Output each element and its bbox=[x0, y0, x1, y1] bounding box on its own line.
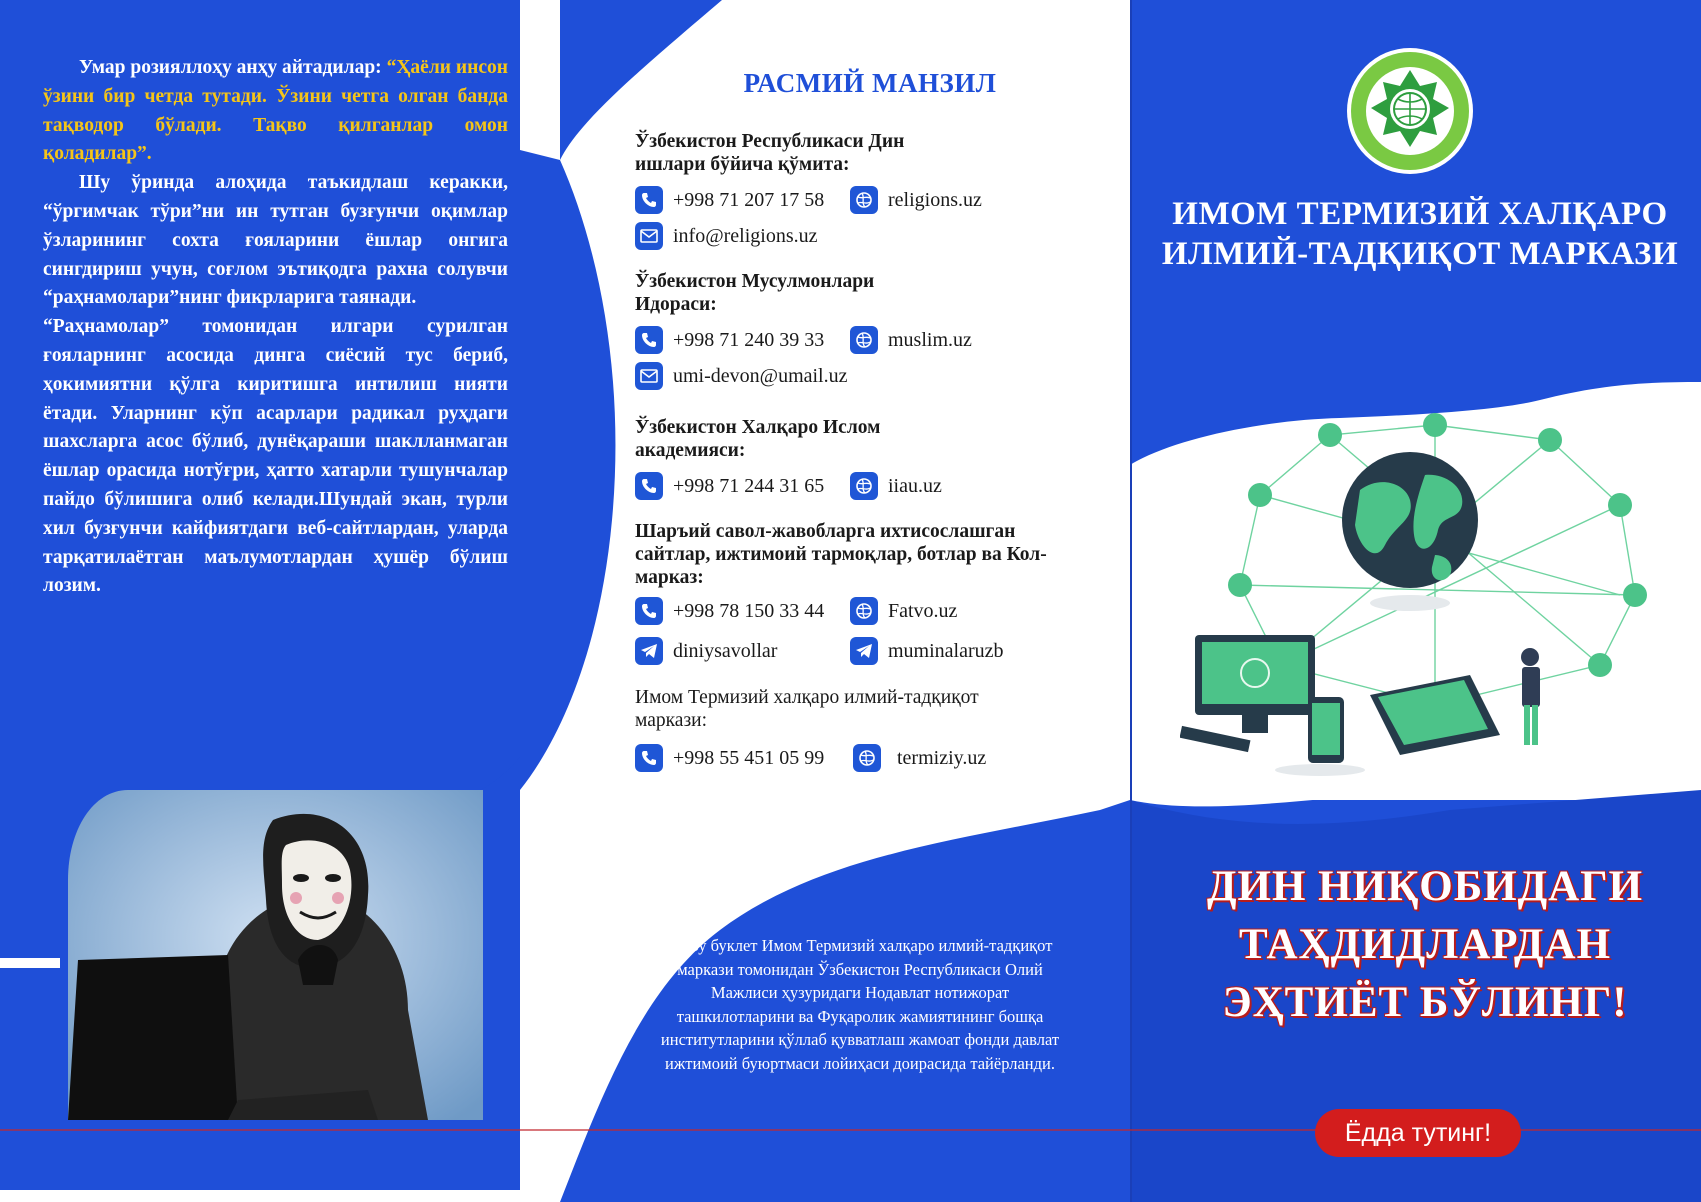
phone-icon bbox=[635, 744, 663, 772]
center-name-title: ИМОМ ТЕРМИЗИЙ ХАЛҚАРО ИЛМИЙ-ТАДҚИҚОТ МАРКАЗИ bbox=[1161, 196, 1679, 272]
phone-icon bbox=[635, 326, 663, 354]
contact-row bbox=[635, 182, 1095, 218]
intro-text: Умар розияллоҳу анҳу айтадилар: bbox=[79, 57, 382, 78]
org-name: Ўзбекистон Халқаро Ислом академияси: bbox=[635, 417, 881, 461]
globe-icon bbox=[850, 186, 878, 214]
org-islamic-academy bbox=[635, 416, 1095, 504]
email-contact[interactable]: umi-devon@umail.uz bbox=[635, 362, 848, 390]
contact-row bbox=[635, 468, 1095, 504]
telegram-contact[interactable]: diniysavollar bbox=[635, 637, 850, 665]
contact-row bbox=[635, 593, 1095, 629]
paragraph-2: “Раҳнамолар” томонидан илгари сурилган ғояларнинг асосида динга сиёсий тус бериб, ҳокимиятни қўлга киритишга интилиш нияти ётади. Уларнинг кўп асарлари радикал руҳдаги шахсларга асос бўлиб, дунёқараши шаклланмаган ёшлар орасида нотўғри, ҳатто хатарли тушунчалар пайдо бўлишига олиб келади.Шундай экан, турли хил бузғунчи кайфиятдаги веб-сайтлардан, уларда тарқатилаётган маълумотлардан ҳушёр бўлиш лозим. bbox=[43, 316, 508, 597]
booklet-footnote: Ушбу буклет Имом Термизий халқаро илмий-тадқиқот маркази томонидан Ўзбекистон Республикаси Олий Мажлиси ҳузуридаги Нодавлат нотижорат ташкилотларини ва Фуқаролик жамиятининг бошқа институтларини қўллаб қувватлаш жамоат фонди давлат ижтимоий буюртмаси лойиҳаси доирасида тайёрланди. bbox=[660, 936, 1060, 1073]
remember-button[interactable]: Ёдда тутинг! bbox=[1315, 1109, 1521, 1157]
official-address-title: РАСМИЙ МАНЗИЛ bbox=[743, 68, 997, 98]
warning-title: ДИН НИҚОБИДАГИ ТАҲДИДЛАРДАН ЭҲТИЁТ БЎЛИНГ! bbox=[1206, 863, 1644, 1026]
hacker-photo bbox=[68, 790, 483, 1120]
org-name: Имом Термизий халқаро илмий-тадқиқот маркази: bbox=[635, 687, 979, 731]
telegram-contact[interactable]: muminalaruzb bbox=[850, 637, 1004, 665]
contact-row bbox=[635, 322, 1095, 358]
phone-contact[interactable]: +998 71 207 17 58 bbox=[635, 186, 850, 214]
globe-icon bbox=[850, 472, 878, 500]
paragraph-1: Шу ўринда алоҳида таъкидлаш керакки, “ўргимчак тўри”ни ин тутган бузғунчи оқимлар ўзларининг сохта ғояларини ёшлар онгига сингдириш учун, соғлом эътиқодга рахна солувчи “раҳнамолари”нинг фикрларига таянади. bbox=[43, 172, 508, 309]
phone-contact[interactable]: +998 55 451 05 99 bbox=[635, 744, 853, 772]
org-name: Шаръий савол-жавобларга ихтисослашган сайтлар, ижтимоий тармоқлар, ботлар ва Кол-марказ: bbox=[635, 521, 1047, 588]
org-name: Ўзбекистон Республикаси Дин ишлари бўйича қўмита: bbox=[635, 131, 905, 175]
telegram-icon bbox=[850, 637, 878, 665]
org-religions-committee bbox=[635, 130, 1095, 254]
globe-icon bbox=[850, 597, 878, 625]
phone-contact[interactable]: +998 71 244 31 65 bbox=[635, 472, 850, 500]
globe-icon bbox=[853, 744, 881, 772]
contact-row bbox=[635, 218, 1095, 254]
contact-row bbox=[635, 740, 1095, 776]
phone-icon bbox=[635, 186, 663, 214]
phone-contact[interactable]: +998 71 240 39 33 bbox=[635, 326, 850, 354]
phone-contact[interactable]: +998 78 150 33 44 bbox=[635, 597, 850, 625]
email-contact[interactable]: info@religions.uz bbox=[635, 222, 818, 250]
left-article bbox=[43, 54, 508, 601]
telegram-icon bbox=[635, 637, 663, 665]
center-logo-icon bbox=[1345, 46, 1475, 176]
website-contact[interactable]: muslim.uz bbox=[850, 326, 972, 354]
contact-row bbox=[635, 358, 1095, 394]
website-contact[interactable]: religions.uz bbox=[850, 186, 982, 214]
intro-paragraph bbox=[43, 54, 508, 169]
quote-text: “Ҳаёли инсон ўзини бир четда тутади. Ўзини четга олган банда тақводор бўлади. Тақво қилганлар омон қоладилар”. bbox=[43, 57, 509, 165]
website-contact[interactable]: Fatvo.uz bbox=[850, 597, 957, 625]
org-fatwa-services bbox=[635, 520, 1095, 669]
org-termizi-center bbox=[635, 686, 1095, 776]
website-contact[interactable]: iiau.uz bbox=[850, 472, 942, 500]
mail-icon bbox=[635, 362, 663, 390]
phone-icon bbox=[635, 472, 663, 500]
website-contact[interactable]: termiziy.uz bbox=[853, 744, 986, 772]
org-muslims-board bbox=[635, 270, 1095, 394]
contact-row bbox=[635, 633, 1095, 669]
mail-icon bbox=[635, 222, 663, 250]
org-name: Ўзбекистон Мусулмонлари Идораси: bbox=[635, 271, 875, 315]
network-illustration bbox=[1180, 395, 1690, 785]
phone-icon bbox=[635, 597, 663, 625]
globe-icon bbox=[850, 326, 878, 354]
